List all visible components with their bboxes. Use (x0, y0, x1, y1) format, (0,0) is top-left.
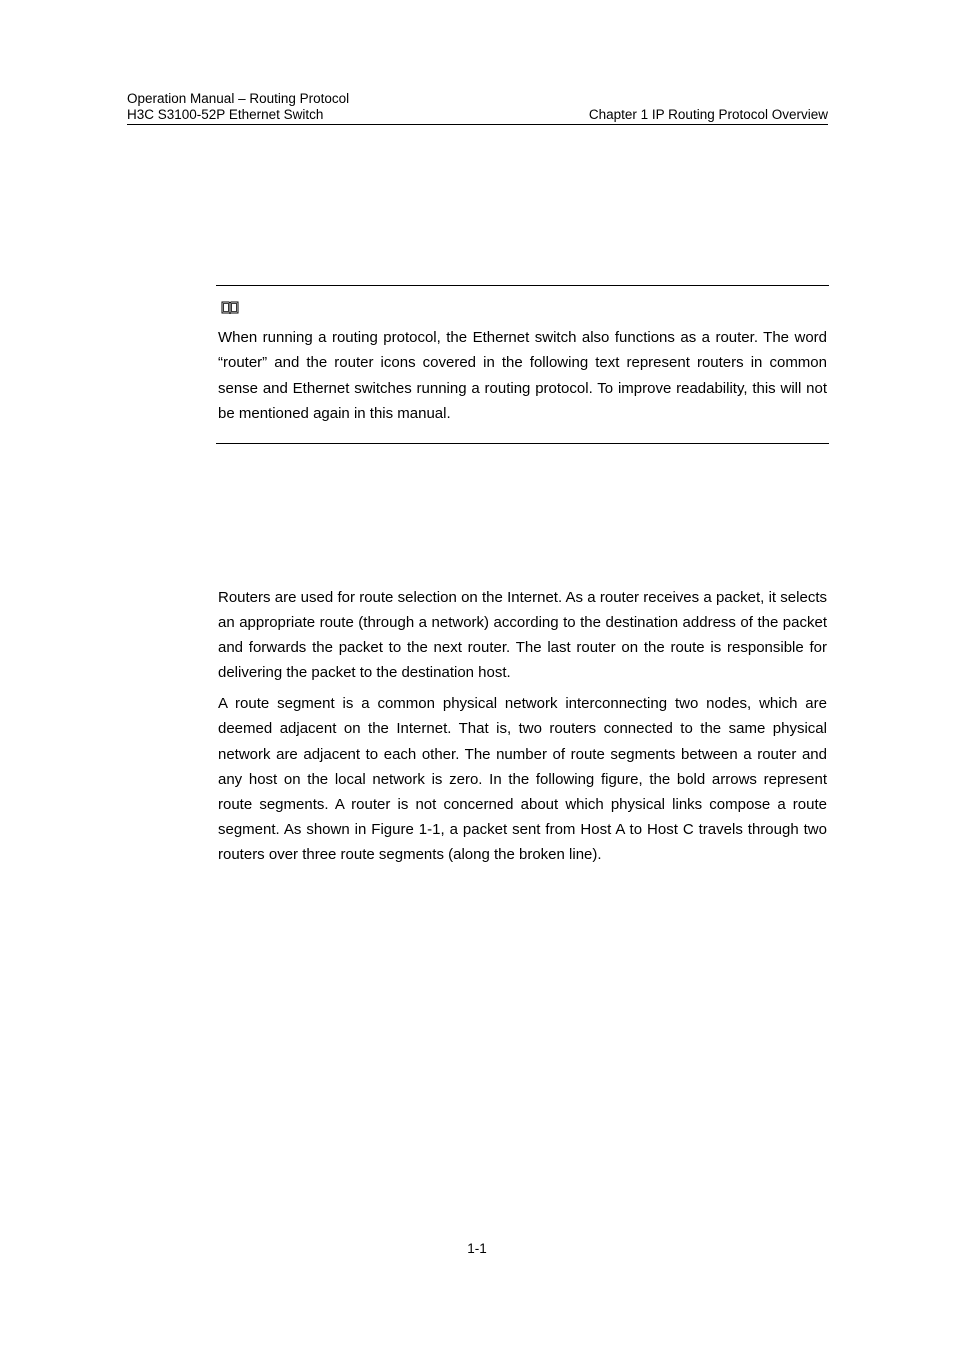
manual-title: Operation Manual – Routing Protocol (127, 91, 350, 106)
header-left (127, 91, 349, 123)
note-box (216, 285, 829, 444)
chapter-title: Chapter 1 IP Routing Protocol Overview (588, 107, 828, 122)
note-text: When running a routing protocol, the Ethernet switch also functions as a router. The word “router” and the router icons covered in the following text represent routers in common sense and Ethernet switches running a routing protocol. To improve readability, this will not be mentioned again in this manual. (218, 329, 827, 422)
page-number: 1-1 (467, 1241, 487, 1256)
book-icon (221, 300, 239, 314)
product-name: H3C S3100-52P Ethernet Switch (127, 107, 324, 122)
paragraph: A route segment is a common physical network interconnecting two nodes, which are deemed adjacent on the Internet. That is, two routers connected to the same physical network are adjacent to each other. The number of route segments between a router and any host on the local network is zero. In the following figure, the bold arrows represent route segments. A router is not concerned about which physical links compose a route segment. As shown in Figure 1-1, a packet sent from Host A to Host C travels through two routers over three route segments (along the broken line). (218, 695, 827, 863)
paragraph: Routers are used for route selection on the Internet. As a router receives a packet, it selects an appropriate route (through a network) according to the destination address of the packet and forwards the packet to the next router. The last router on the route is responsible for delivering the packet to the destination host. (218, 589, 827, 682)
body-section (218, 585, 827, 873)
page-header (127, 90, 828, 125)
